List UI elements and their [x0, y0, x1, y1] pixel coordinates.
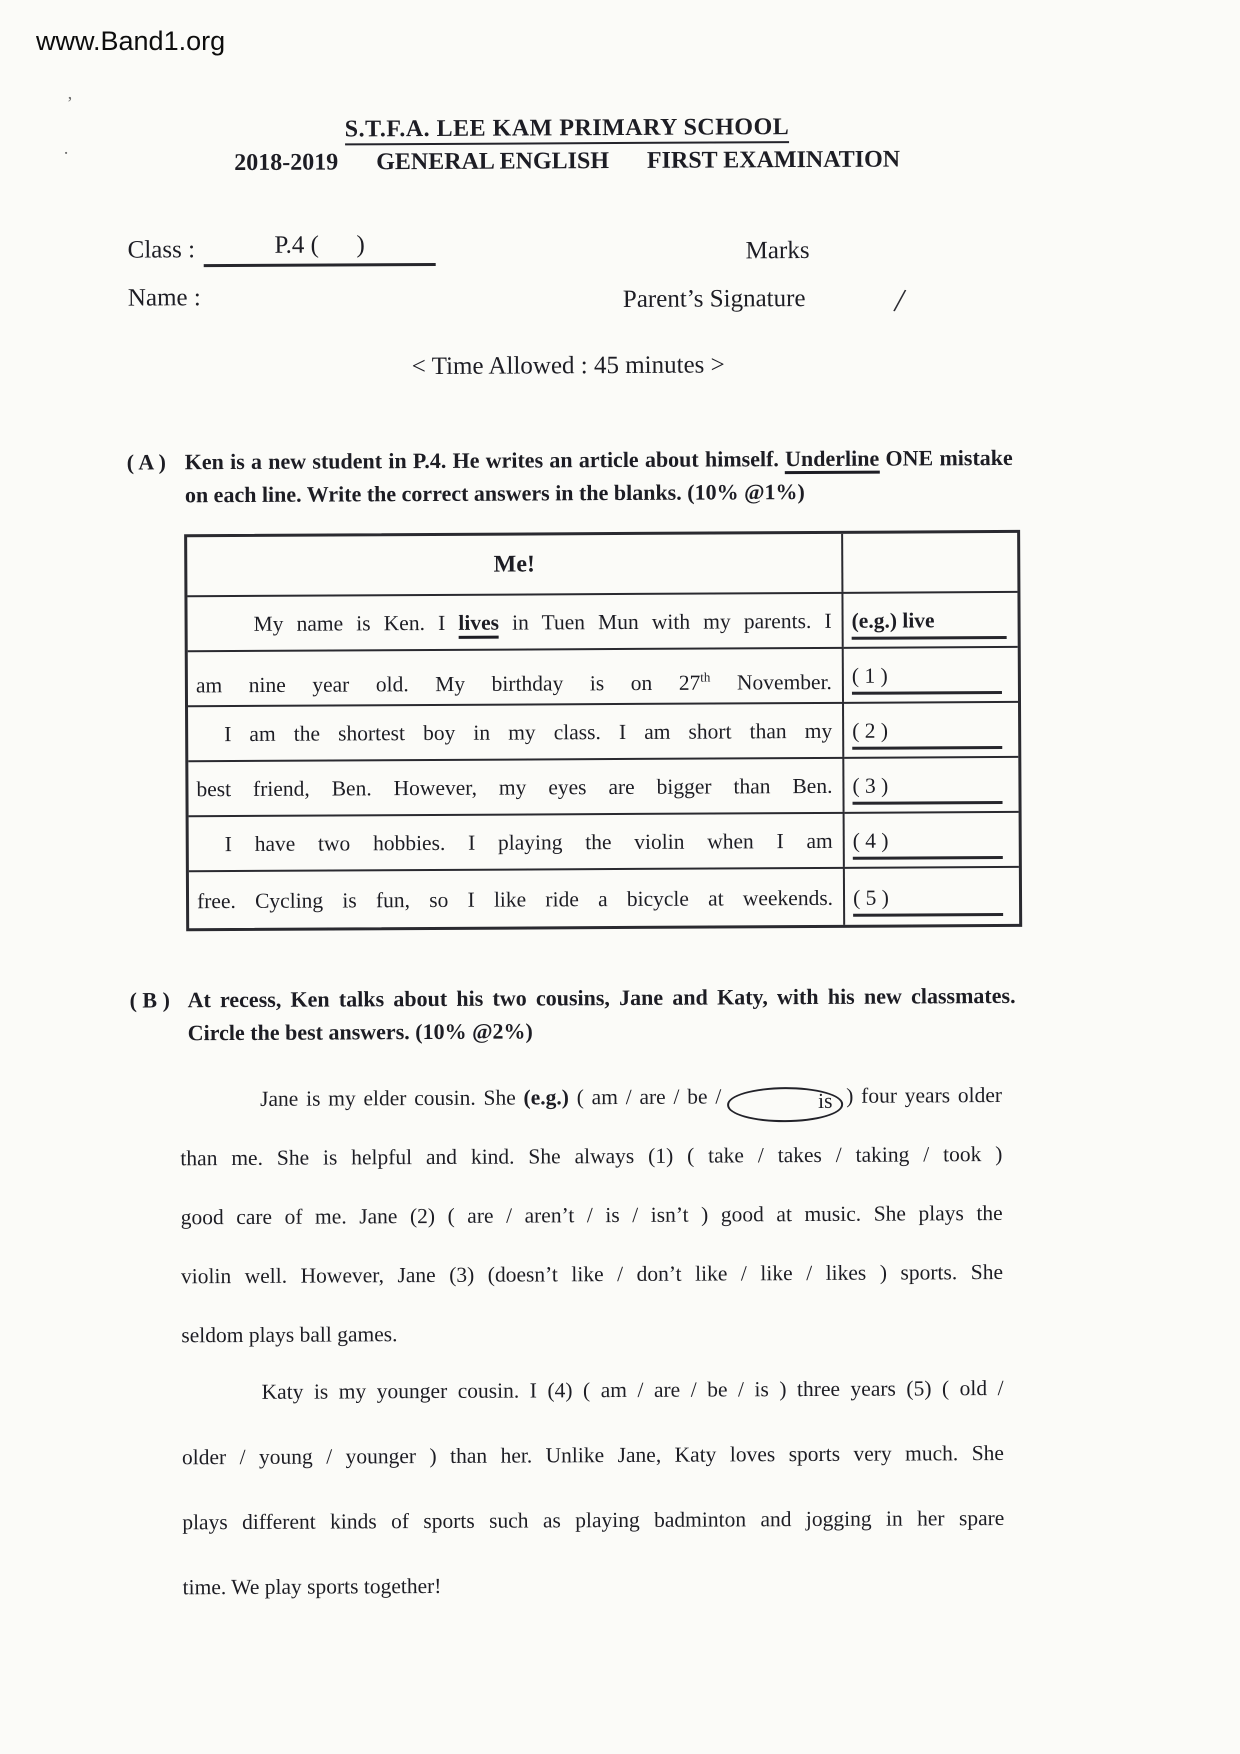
circled-answer: is: [727, 1087, 844, 1122]
section-b-heading: [129, 979, 1015, 1050]
exam-title: FIRST EXAMINATION: [646, 146, 901, 174]
exam-year: 2018-2019: [234, 149, 339, 177]
name-label: Name :: [127, 284, 201, 312]
table-row-text: I have two hobbies. I playing the violin when I am: [189, 812, 845, 870]
school-name-heading: [47, 113, 1087, 145]
time-allowed: < Time Allowed : 45 minutes >: [411, 351, 725, 381]
stray-pen-mark: /: [891, 282, 908, 321]
underline-word: Underline: [785, 446, 879, 474]
passage-text: Jane is my elder cousin. She: [260, 1085, 524, 1111]
passage-line: [180, 1066, 1002, 1129]
passage-line: plays different kinds of sports such as playing badminton and jogging in her spare: [182, 1505, 1005, 1535]
scan-artifact-1: ’: [66, 92, 73, 113]
answer-cell: [845, 811, 1019, 867]
exercise-table: [184, 530, 1022, 931]
parent-signature-label: Parent’s Signature: [622, 285, 806, 313]
passage-text: ) four years older: [838, 1083, 1003, 1108]
table-title-answer-cell: [843, 533, 1017, 592]
answer-blank: ( 2 ): [852, 718, 1002, 750]
passage-line: Katy is my younger cousin. I (4) ( am / are / be / is ) three years (5) ( old /: [261, 1376, 1004, 1404]
answer-blank: ( 5 ): [853, 885, 1003, 917]
instruction-text: ONE mistake on each line. Write the correct answers in the blanks. (10% @1%): [184, 444, 1013, 508]
instruction-text: Ken is a new student in P.4. He writes an article about himself.: [184, 446, 786, 475]
table-row-text: [188, 647, 844, 705]
passage-text: ( am / are / be /: [568, 1084, 730, 1110]
answer-cell: [844, 646, 1018, 702]
row-text: am nine year old. My birthday is on 27: [195, 670, 701, 698]
ordinal-superscript: th: [700, 669, 711, 685]
table-row-text: I am the shortest boy in my class. I am short than my: [188, 702, 844, 760]
passage-line: violin well. However, Jane (3) (doesn’t like / don’t like / like / likes ) sports. She: [180, 1260, 1004, 1289]
scan-artifact-2: ·: [63, 142, 70, 163]
mistake-word: lives: [458, 611, 499, 639]
exam-info-line: [47, 146, 1087, 178]
table-row-text: best friend, Ben. However, my eyes are bigger than Ben.: [188, 757, 844, 815]
answer-blank: ( 1 ): [852, 663, 1002, 695]
marks-label: Marks: [745, 237, 810, 265]
row-text: My name is Ken. I: [253, 610, 459, 636]
passage-line: seldom plays ball games.: [181, 1322, 398, 1348]
passage-line: time. We play sports together!: [182, 1573, 442, 1600]
answer-cell: [844, 756, 1018, 812]
class-label: Class :: [127, 236, 196, 264]
answer-cell: [844, 701, 1018, 757]
example-marker: (e.g.): [523, 1085, 569, 1110]
answer-blank: ( 3 ): [852, 773, 1002, 805]
answer-blank: (e.g.) live: [852, 608, 1007, 640]
row-text: in Tuen Mun with my parents. I: [498, 608, 832, 635]
class-value-line: P.4 ( ): [204, 231, 436, 267]
passage-line: good care of me. Jane (2) ( are / aren’t / is / isn’t ) good at music. She plays the: [180, 1201, 1003, 1230]
table-row-text: free. Cycling is fun, so I like ride a bicycle at weekends.: [189, 867, 845, 928]
passage-line: older / young / younger ) than her. Unlike Jane, Katy loves sports very much. She: [181, 1441, 1005, 1470]
answer-cell: [845, 866, 1019, 925]
row-text: November.: [710, 670, 832, 695]
school-name: S.T.F.A. LEE KAM PRIMARY SCHOOL: [345, 114, 790, 145]
section-a-instruction: [185, 441, 1013, 511]
passage-paragraph-1: [180, 1066, 1004, 1365]
table-row-text: [187, 592, 843, 650]
section-a-heading: [127, 441, 1013, 512]
answer-cell: [843, 591, 1017, 647]
table-title: Me!: [187, 534, 843, 595]
passage-line: than me. She is helpful and kind. She always (1) ( take / takes / taking / took ): [180, 1142, 1003, 1171]
section-b-label: ( B ): [129, 987, 170, 1013]
section-b-instruction: At recess, Ken talks about his two cousins, Jane and Katy, with his new classmates. Circle the best answers. (10% @2%): [187, 982, 1016, 1046]
watermark: www.Band1.org: [36, 26, 226, 56]
exam-subject: GENERAL ENGLISH: [376, 148, 610, 176]
answer-blank: ( 4 ): [853, 828, 1003, 860]
section-a-label: ( A ): [126, 449, 166, 475]
passage-paragraph-2: [181, 1356, 1004, 1620]
